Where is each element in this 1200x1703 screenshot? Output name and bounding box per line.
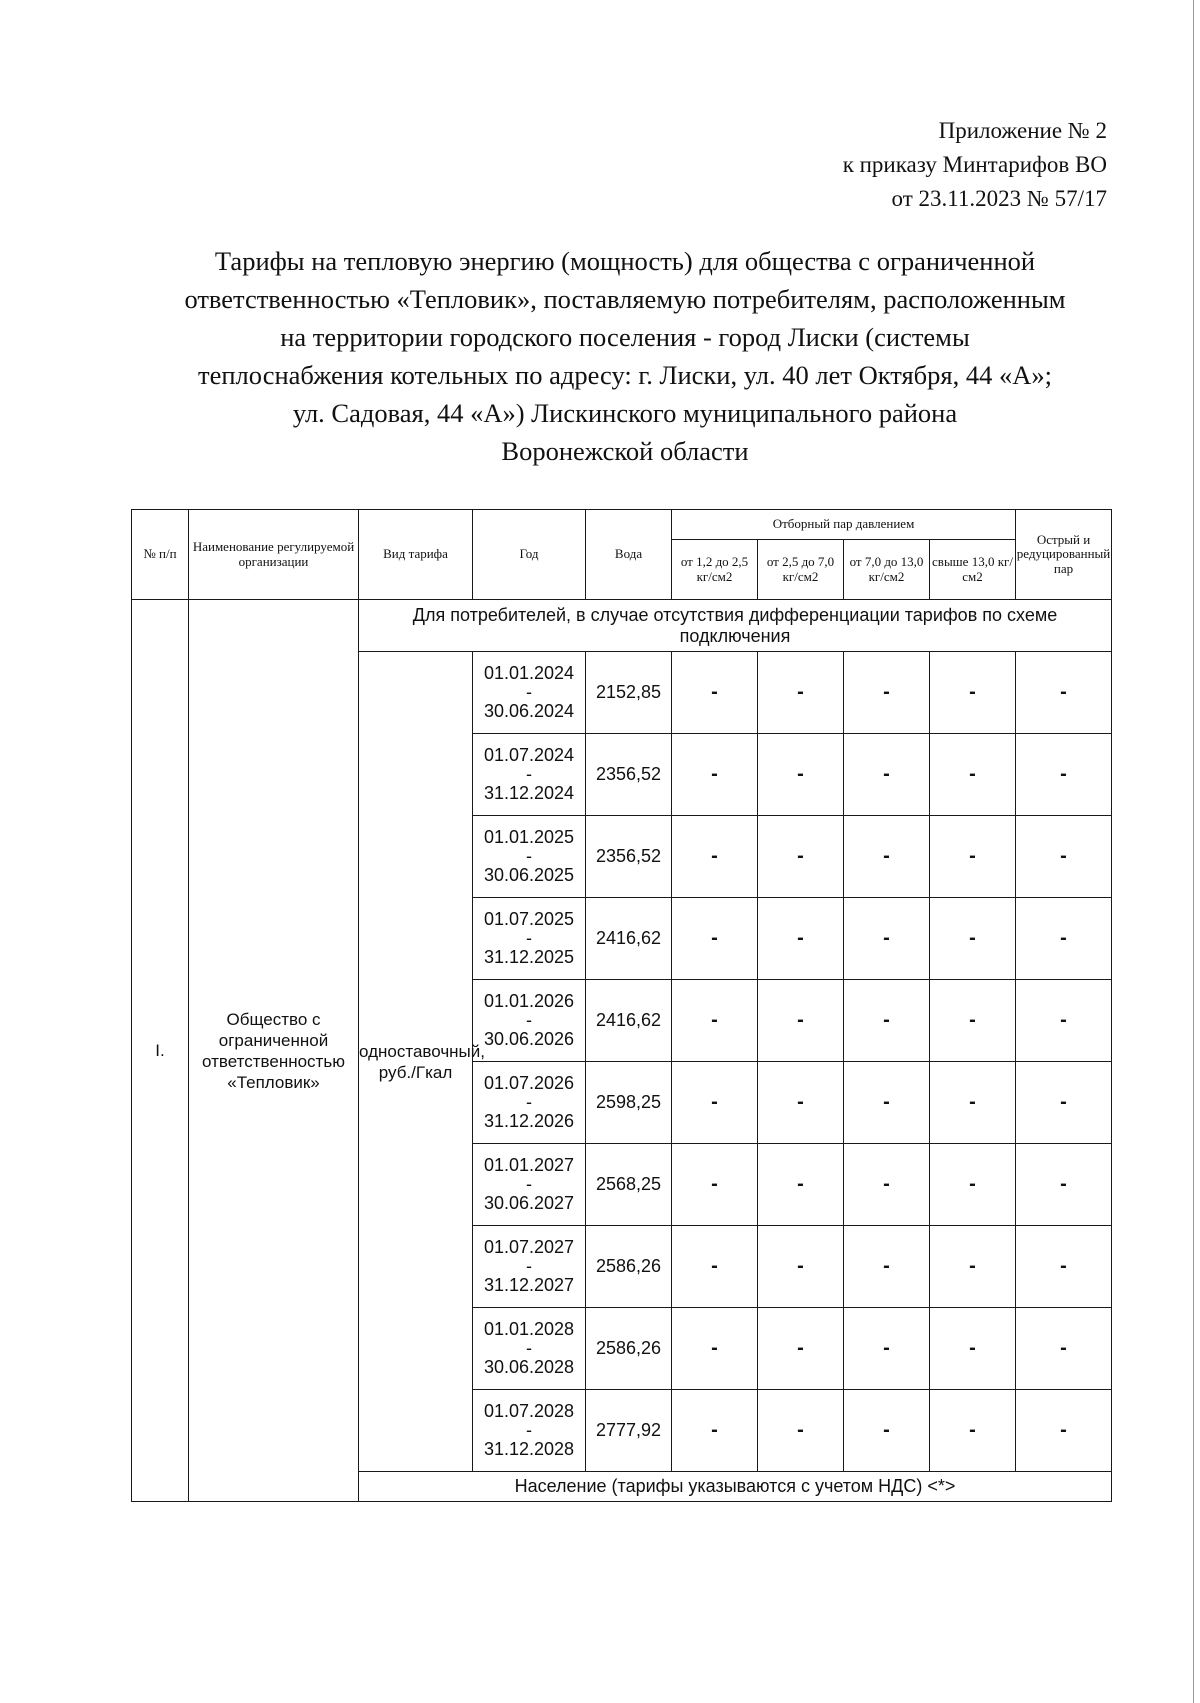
steam-value-1: - (672, 1226, 758, 1308)
steam-value-4: - (930, 898, 1016, 980)
period-sep: - (526, 1092, 532, 1112)
header-num: № п/п (132, 510, 189, 600)
steam-value-3: - (844, 1144, 930, 1226)
tariff-table (131, 509, 1112, 1502)
steam-value-4: - (930, 1390, 1016, 1472)
period-cell (473, 734, 586, 816)
period-from: 01.01.2028 (483, 1319, 575, 1339)
steam-value-3: - (844, 816, 930, 898)
period-cell (473, 1226, 586, 1308)
water-tariff-value: 2416,62 (586, 898, 672, 980)
period-to: 30.06.2027 (483, 1193, 575, 1213)
appendix-line: к приказу Минтарифов ВО (842, 152, 1107, 177)
steam-value-5: - (1016, 1062, 1112, 1144)
title-line: теплоснабжения котельных по адресу: г. Лиски, ул. 40 лет Октября, 44 «А»; (198, 360, 1052, 390)
period-to: 30.06.2026 (483, 1029, 575, 1049)
period-cell (473, 1062, 586, 1144)
steam-value-4: - (930, 1308, 1016, 1390)
steam-value-3: - (844, 1062, 930, 1144)
steam-value-4: - (930, 734, 1016, 816)
steam-value-2: - (758, 898, 844, 980)
steam-value-3: - (844, 1308, 930, 1390)
appendix-note (843, 114, 1107, 216)
row-number: I. (132, 600, 189, 1502)
section-no-differentiation: Для потребителей, в случае отсутствия дифференциации тарифов по схеме подключения (359, 600, 1112, 652)
period-to: 31.12.2024 (483, 783, 575, 803)
period-from: 01.07.2024 (483, 745, 575, 765)
steam-value-5: - (1016, 1144, 1112, 1226)
title-line: ответственностью «Тепловик», поставляемую потребителям, расположенным (184, 284, 1066, 314)
steam-value-1: - (672, 1062, 758, 1144)
period-cell (473, 816, 586, 898)
steam-value-4: - (930, 1144, 1016, 1226)
steam-value-1: - (672, 1144, 758, 1226)
period-sep: - (526, 846, 532, 866)
steam-value-5: - (1016, 652, 1112, 734)
steam-value-4: - (930, 1226, 1016, 1308)
scan-edge-line (1193, 0, 1194, 1703)
period-to: 31.12.2026 (483, 1111, 575, 1131)
steam-value-3: - (844, 734, 930, 816)
header-steam-3: от 7,0 до 13,0 кг/см2 (844, 540, 930, 600)
period-to: 31.12.2027 (483, 1275, 575, 1295)
period-cell (473, 980, 586, 1062)
water-tariff-value: 2598,25 (586, 1062, 672, 1144)
water-tariff-value: 2568,25 (586, 1144, 672, 1226)
header-sharp-steam: Острый и редуцированный пар (1016, 510, 1112, 600)
header-org: Наименование регулируемой организации (189, 510, 359, 600)
steam-value-1: - (672, 734, 758, 816)
steam-value-4: - (930, 1062, 1016, 1144)
header-steam-1: от 1,2 до 2,5 кг/см2 (672, 540, 758, 600)
header-steam-2: от 2,5 до 7,0 кг/см2 (758, 540, 844, 600)
period-from: 01.01.2026 (483, 991, 575, 1011)
steam-value-4: - (930, 980, 1016, 1062)
period-cell (473, 898, 586, 980)
header-steam-group: Отборный пар давлением (672, 510, 1016, 540)
steam-value-4: - (930, 652, 1016, 734)
steam-value-2: - (758, 1226, 844, 1308)
period-from: 01.01.2027 (483, 1155, 575, 1175)
organization-name: Общество с ограниченной ответственностью «Тепловик» (189, 600, 359, 1502)
water-tariff-value: 2356,52 (586, 816, 672, 898)
title-line: ул. Садовая, 44 «А») Лискинского муниципального района (292, 398, 958, 428)
water-tariff-value: 2586,26 (586, 1226, 672, 1308)
title-line: Тарифы на тепловую энергию (мощность) для общества с ограниченной (214, 246, 1036, 276)
period-cell (473, 1144, 586, 1226)
period-from: 01.07.2028 (483, 1401, 575, 1421)
water-tariff-value: 2586,26 (586, 1308, 672, 1390)
steam-value-1: - (672, 1308, 758, 1390)
steam-value-3: - (844, 1226, 930, 1308)
water-tariff-value: 2416,62 (586, 980, 672, 1062)
period-sep: - (526, 928, 532, 948)
steam-value-5: - (1016, 734, 1112, 816)
period-sep: - (526, 1338, 532, 1358)
period-sep: - (526, 764, 532, 784)
steam-value-5: - (1016, 1226, 1112, 1308)
steam-value-1: - (672, 898, 758, 980)
period-from: 01.07.2025 (483, 909, 575, 929)
document-title (140, 242, 1110, 470)
period-sep: - (526, 682, 532, 702)
appendix-line: Приложение № 2 (938, 118, 1107, 143)
steam-value-1: - (672, 980, 758, 1062)
period-from: 01.01.2025 (483, 827, 575, 847)
period-sep: - (526, 1010, 532, 1030)
steam-value-1: - (672, 652, 758, 734)
steam-value-2: - (758, 734, 844, 816)
period-cell (473, 1308, 586, 1390)
title-line: Воронежской области (501, 436, 749, 466)
water-tariff-value: 2356,52 (586, 734, 672, 816)
period-cell (473, 652, 586, 734)
title-line: на территории городского поселения - город Лиски (системы (280, 322, 970, 352)
steam-value-5: - (1016, 1308, 1112, 1390)
steam-value-3: - (844, 652, 930, 734)
period-to: 31.12.2028 (483, 1439, 575, 1459)
steam-value-3: - (844, 898, 930, 980)
steam-value-2: - (758, 652, 844, 734)
period-to: 31.12.2025 (483, 947, 575, 967)
steam-value-1: - (672, 816, 758, 898)
header-year: Год (473, 510, 586, 600)
water-tariff-value: 2152,85 (586, 652, 672, 734)
period-sep: - (526, 1174, 532, 1194)
steam-value-2: - (758, 816, 844, 898)
steam-value-5: - (1016, 980, 1112, 1062)
period-from: 01.07.2026 (483, 1073, 575, 1093)
steam-value-2: - (758, 1144, 844, 1226)
steam-value-3: - (844, 980, 930, 1062)
steam-value-2: - (758, 980, 844, 1062)
steam-value-2: - (758, 1308, 844, 1390)
steam-value-5: - (1016, 816, 1112, 898)
period-sep: - (526, 1420, 532, 1440)
appendix-line: от 23.11.2023 № 57/17 (891, 186, 1107, 211)
tariff-type: одноставочный, руб./Гкал (359, 652, 473, 1472)
steam-value-5: - (1016, 898, 1112, 980)
steam-value-2: - (758, 1062, 844, 1144)
period-to: 30.06.2025 (483, 865, 575, 885)
period-to: 30.06.2028 (483, 1357, 575, 1377)
header-steam-4: свыше 13,0 кг/см2 (930, 540, 1016, 600)
water-tariff-value: 2777,92 (586, 1390, 672, 1472)
period-from: 01.01.2024 (483, 663, 575, 683)
header-tariff-type: Вид тарифа (359, 510, 473, 600)
steam-value-1: - (672, 1390, 758, 1472)
period-to: 30.06.2024 (483, 701, 575, 721)
steam-value-3: - (844, 1390, 930, 1472)
steam-value-2: - (758, 1390, 844, 1472)
period-sep: - (526, 1256, 532, 1276)
header-water: Вода (586, 510, 672, 600)
steam-value-4: - (930, 816, 1016, 898)
section-population: Население (тарифы указываются с учетом НДС) <*> (359, 1472, 1112, 1502)
steam-value-5: - (1016, 1390, 1112, 1472)
period-cell (473, 1390, 586, 1472)
period-from: 01.07.2027 (483, 1237, 575, 1257)
